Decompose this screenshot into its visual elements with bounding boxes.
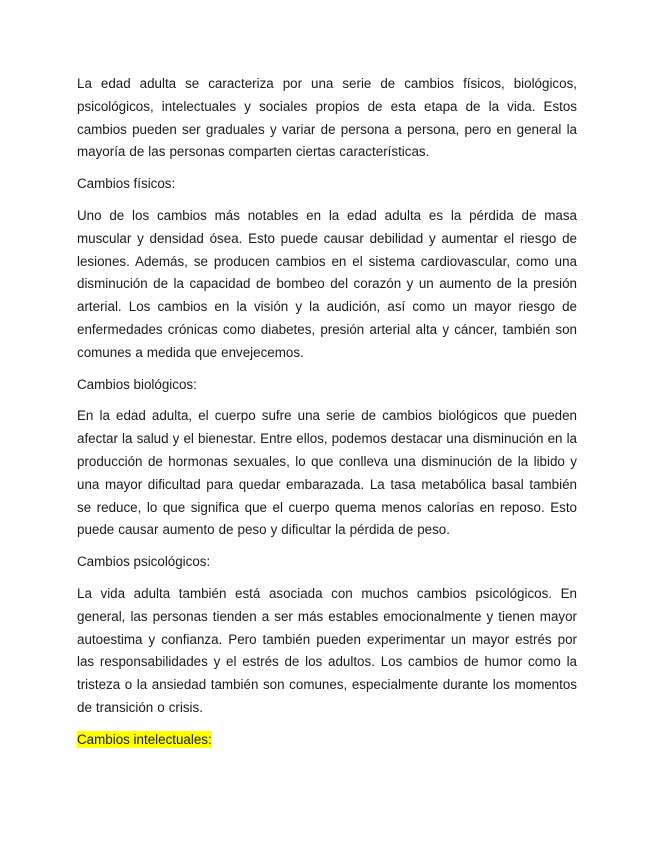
heading-cambios-intelectuales: Cambios intelectuales: (77, 731, 212, 747)
intro-paragraph: La edad adulta se caracteriza por una serie de cambios físicos, biológicos, psicológicos, intelectuales y sociales propios de esta etapa de la vida. Estos cambios pueden ser graduales y variar de persona a persona, pero en general la mayoría de las personas comparten ciertas características. (77, 76, 577, 160)
heading-cambios-psicologicos: Cambios psicológicos: (77, 554, 211, 570)
paragraph-cambios-fisicos: Uno de los cambios más notables en la edad adulta es la pérdida de masa muscular y densidad ósea. Esto puede causar debilidad y aumentar el riesgo de lesiones. Además, se producen cambios en el sistema cardiovascular, como una disminución de la capacidad de bombeo del corazón y un aumento de la presión arterial. Los cambios en la visión y la audición, así como un mayor riesgo de enfermedades crónicas como diabetes, presión arterial alta y cáncer, también son comunes a medida que envejecemos. (77, 207, 577, 360)
heading-cambios-intelectuales-wrapper (77, 729, 577, 752)
document-page (77, 73, 577, 752)
paragraph-cambios-biologicos: En la edad adulta, el cuerpo sufre una serie de cambios biológicos que pueden afectar la salud y el bienestar. Entre ellos, podemos destacar una disminución en la producción de hormonas sexuales, lo que conlleva una disminución de la libido y una mayor dificultad para quedar embarazada. La tasa metabólica basal también se reduce, lo que significa que el cuerpo quema menos calorías en reposo. Esto puede causar aumento de peso y dificultar la pérdida de peso. (77, 408, 577, 538)
heading-cambios-biologicos: Cambios biológicos: (77, 376, 197, 392)
heading-cambios-fisicos: Cambios físicos: (77, 176, 176, 192)
paragraph-cambios-psicologicos: La vida adulta también está asociada con muchos cambios psicológicos. En general, las personas tienden a ser más estables emocionalmente y tienen mayor autoestima y confianza. Pero también pueden experimentar un mayor estrés por las responsabilidades y el estrés de los adultos. Los cambios de humor como la tristeza o la ansiedad también son comunes, especialmente durante los momentos de transición o crisis. (77, 585, 577, 715)
